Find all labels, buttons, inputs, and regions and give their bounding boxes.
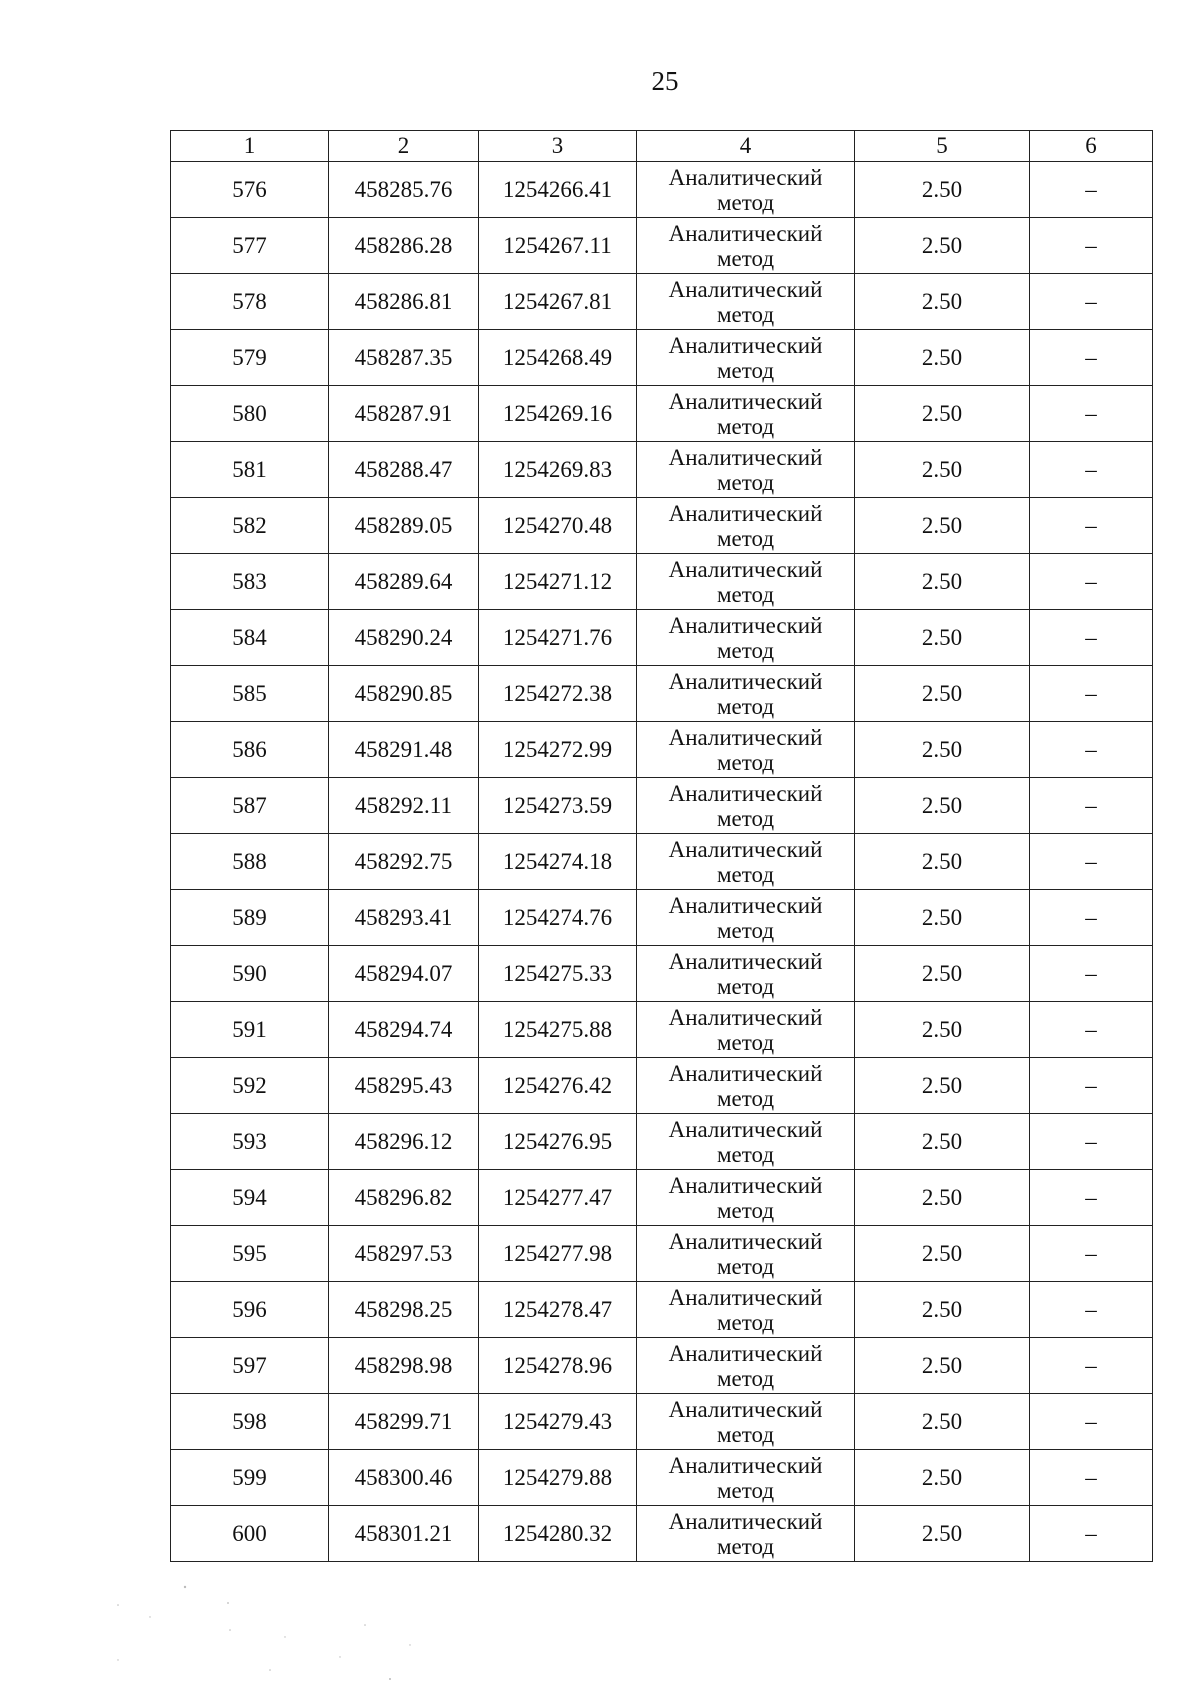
point-number-cell: 595 <box>171 1226 329 1282</box>
table-row <box>171 1226 1153 1282</box>
accuracy-cell: 2.50 <box>855 330 1030 386</box>
scan-noise <box>110 1585 430 1685</box>
method-line-1: Аналитический <box>668 500 823 526</box>
table-row <box>171 778 1153 834</box>
note-cell: – <box>1030 1226 1153 1282</box>
method-cell <box>637 274 855 330</box>
method-line-2: метод <box>716 1477 775 1503</box>
method-line-1: Аналитический <box>668 1004 823 1030</box>
note-cell: – <box>1030 330 1153 386</box>
y-coordinate-cell: 1254267.81 <box>479 274 637 330</box>
method-line-2: метод <box>716 525 775 551</box>
method-line-2: метод <box>716 805 775 831</box>
accuracy-cell: 2.50 <box>855 722 1030 778</box>
note-cell: – <box>1030 1338 1153 1394</box>
note-cell: – <box>1030 722 1153 778</box>
table-row <box>171 330 1153 386</box>
method-line-1: Аналитический <box>668 668 823 694</box>
header-col-4: 4 <box>637 131 855 162</box>
x-coordinate-cell: 458296.82 <box>329 1170 479 1226</box>
method-cell <box>637 1170 855 1226</box>
method-line-2: метод <box>716 1309 775 1335</box>
method-line-2: метод <box>716 1253 775 1279</box>
y-coordinate-cell: 1254268.49 <box>479 330 637 386</box>
note-cell: – <box>1030 1450 1153 1506</box>
method-cell <box>637 162 855 218</box>
note-cell: – <box>1030 218 1153 274</box>
accuracy-cell: 2.50 <box>855 946 1030 1002</box>
header-col-2: 2 <box>329 131 479 162</box>
note-cell: – <box>1030 834 1153 890</box>
table-row <box>171 1506 1153 1562</box>
table-row <box>171 274 1153 330</box>
method-line-1: Аналитический <box>668 1396 823 1422</box>
method-line-1: Аналитический <box>668 612 823 638</box>
method-cell <box>637 1506 855 1562</box>
y-coordinate-cell: 1254271.76 <box>479 610 637 666</box>
accuracy-cell: 2.50 <box>855 498 1030 554</box>
y-coordinate-cell: 1254276.42 <box>479 1058 637 1114</box>
y-coordinate-cell: 1254274.18 <box>479 834 637 890</box>
y-coordinate-cell: 1254267.11 <box>479 218 637 274</box>
y-coordinate-cell: 1254271.12 <box>479 554 637 610</box>
x-coordinate-cell: 458289.64 <box>329 554 479 610</box>
method-line-1: Аналитический <box>668 388 823 414</box>
x-coordinate-cell: 458286.81 <box>329 274 479 330</box>
point-number-cell: 596 <box>171 1282 329 1338</box>
x-coordinate-cell: 458298.98 <box>329 1338 479 1394</box>
accuracy-cell: 2.50 <box>855 610 1030 666</box>
header-col-6: 6 <box>1030 131 1153 162</box>
method-line-1: Аналитический <box>668 1452 823 1478</box>
table-row <box>171 386 1153 442</box>
table-row <box>171 1338 1153 1394</box>
table-row <box>171 162 1153 218</box>
accuracy-cell: 2.50 <box>855 162 1030 218</box>
accuracy-cell: 2.50 <box>855 1394 1030 1450</box>
y-coordinate-cell: 1254269.16 <box>479 386 637 442</box>
x-coordinate-cell: 458288.47 <box>329 442 479 498</box>
method-line-2: метод <box>716 973 775 999</box>
note-cell: – <box>1030 666 1153 722</box>
point-number-cell: 582 <box>171 498 329 554</box>
accuracy-cell: 2.50 <box>855 778 1030 834</box>
method-line-2: метод <box>716 1085 775 1111</box>
x-coordinate-cell: 458293.41 <box>329 890 479 946</box>
point-number-cell: 591 <box>171 1002 329 1058</box>
method-line-1: Аналитический <box>668 1284 823 1310</box>
x-coordinate-cell: 458297.53 <box>329 1226 479 1282</box>
note-cell: – <box>1030 386 1153 442</box>
y-coordinate-cell: 1254272.38 <box>479 666 637 722</box>
x-coordinate-cell: 458295.43 <box>329 1058 479 1114</box>
point-number-cell: 599 <box>171 1450 329 1506</box>
accuracy-cell: 2.50 <box>855 554 1030 610</box>
method-cell <box>637 1058 855 1114</box>
table-row <box>171 1450 1153 1506</box>
table-row <box>171 610 1153 666</box>
point-number-cell: 583 <box>171 554 329 610</box>
method-cell <box>637 442 855 498</box>
note-cell: – <box>1030 442 1153 498</box>
method-line-1: Аналитический <box>668 892 823 918</box>
method-line-1: Аналитический <box>668 444 823 470</box>
accuracy-cell: 2.50 <box>855 386 1030 442</box>
x-coordinate-cell: 458299.71 <box>329 1394 479 1450</box>
table-row <box>171 834 1153 890</box>
table-row <box>171 890 1153 946</box>
method-line-1: Аналитический <box>668 1172 823 1198</box>
note-cell: – <box>1030 1002 1153 1058</box>
x-coordinate-cell: 458301.21 <box>329 1506 479 1562</box>
method-cell <box>637 330 855 386</box>
method-cell <box>637 1338 855 1394</box>
x-coordinate-cell: 458296.12 <box>329 1114 479 1170</box>
method-line-2: метод <box>716 301 775 327</box>
method-cell <box>637 554 855 610</box>
table-row <box>171 218 1153 274</box>
method-line-1: Аналитический <box>668 1116 823 1142</box>
method-line-2: метод <box>716 637 775 663</box>
method-line-1: Аналитический <box>668 1228 823 1254</box>
method-cell <box>637 610 855 666</box>
method-line-2: метод <box>716 693 775 719</box>
method-cell <box>637 498 855 554</box>
x-coordinate-cell: 458285.76 <box>329 162 479 218</box>
accuracy-cell: 2.50 <box>855 1114 1030 1170</box>
table-row <box>171 1002 1153 1058</box>
table-row <box>171 666 1153 722</box>
point-number-cell: 598 <box>171 1394 329 1450</box>
note-cell: – <box>1030 1114 1153 1170</box>
note-cell: – <box>1030 946 1153 1002</box>
method-cell <box>637 1114 855 1170</box>
method-line-1: Аналитический <box>668 220 823 246</box>
table-row <box>171 1114 1153 1170</box>
method-line-2: метод <box>716 861 775 887</box>
point-number-cell: 589 <box>171 890 329 946</box>
x-coordinate-cell: 458298.25 <box>329 1282 479 1338</box>
y-coordinate-cell: 1254276.95 <box>479 1114 637 1170</box>
accuracy-cell: 2.50 <box>855 1170 1030 1226</box>
method-cell <box>637 834 855 890</box>
page-number: 25 <box>651 66 679 96</box>
accuracy-cell: 2.50 <box>855 1338 1030 1394</box>
table-row <box>171 1170 1153 1226</box>
accuracy-cell: 2.50 <box>855 834 1030 890</box>
accuracy-cell: 2.50 <box>855 890 1030 946</box>
accuracy-cell: 2.50 <box>855 666 1030 722</box>
point-number-cell: 597 <box>171 1338 329 1394</box>
note-cell: – <box>1030 610 1153 666</box>
y-coordinate-cell: 1254274.76 <box>479 890 637 946</box>
accuracy-cell: 2.50 <box>855 218 1030 274</box>
point-number-cell: 588 <box>171 834 329 890</box>
point-number-cell: 592 <box>171 1058 329 1114</box>
table-row <box>171 1058 1153 1114</box>
method-line-2: метод <box>716 245 775 271</box>
y-coordinate-cell: 1254275.88 <box>479 1002 637 1058</box>
point-number-cell: 584 <box>171 610 329 666</box>
point-number-cell: 594 <box>171 1170 329 1226</box>
method-line-1: Аналитический <box>668 164 823 190</box>
note-cell: – <box>1030 1282 1153 1338</box>
method-cell <box>637 1226 855 1282</box>
table-row <box>171 1282 1153 1338</box>
method-line-1: Аналитический <box>668 1060 823 1086</box>
point-number-cell: 600 <box>171 1506 329 1562</box>
point-number-cell: 576 <box>171 162 329 218</box>
x-coordinate-cell: 458290.24 <box>329 610 479 666</box>
y-coordinate-cell: 1254278.47 <box>479 1282 637 1338</box>
header-col-5: 5 <box>855 131 1030 162</box>
method-line-1: Аналитический <box>668 556 823 582</box>
accuracy-cell: 2.50 <box>855 1002 1030 1058</box>
note-cell: – <box>1030 778 1153 834</box>
method-line-1: Аналитический <box>668 1340 823 1366</box>
accuracy-cell: 2.50 <box>855 1450 1030 1506</box>
x-coordinate-cell: 458294.74 <box>329 1002 479 1058</box>
x-coordinate-cell: 458291.48 <box>329 722 479 778</box>
method-line-2: метод <box>716 1029 775 1055</box>
point-number-cell: 577 <box>171 218 329 274</box>
method-cell <box>637 778 855 834</box>
x-coordinate-cell: 458286.28 <box>329 218 479 274</box>
y-coordinate-cell: 1254273.59 <box>479 778 637 834</box>
note-cell: – <box>1030 1506 1153 1562</box>
method-cell <box>637 1450 855 1506</box>
method-line-2: метод <box>716 189 775 215</box>
method-cell <box>637 722 855 778</box>
method-line-2: метод <box>716 1197 775 1223</box>
table-row <box>171 442 1153 498</box>
method-line-2: метод <box>716 1421 775 1447</box>
method-line-2: метод <box>716 749 775 775</box>
x-coordinate-cell: 458287.91 <box>329 386 479 442</box>
y-coordinate-cell: 1254279.43 <box>479 1394 637 1450</box>
table-row <box>171 498 1153 554</box>
note-cell: – <box>1030 1170 1153 1226</box>
header-col-3: 3 <box>479 131 637 162</box>
point-number-cell: 579 <box>171 330 329 386</box>
method-line-1: Аналитический <box>668 276 823 302</box>
method-line-1: Аналитический <box>668 1508 823 1534</box>
method-line-1: Аналитический <box>668 332 823 358</box>
table-row <box>171 1394 1153 1450</box>
point-number-cell: 590 <box>171 946 329 1002</box>
note-cell: – <box>1030 890 1153 946</box>
x-coordinate-cell: 458294.07 <box>329 946 479 1002</box>
accuracy-cell: 2.50 <box>855 442 1030 498</box>
x-coordinate-cell: 458292.11 <box>329 778 479 834</box>
x-coordinate-cell: 458289.05 <box>329 498 479 554</box>
point-number-cell: 585 <box>171 666 329 722</box>
y-coordinate-cell: 1254266.41 <box>479 162 637 218</box>
x-coordinate-cell: 458290.85 <box>329 666 479 722</box>
method-cell <box>637 1394 855 1450</box>
method-line-2: метод <box>716 413 775 439</box>
y-coordinate-cell: 1254272.99 <box>479 722 637 778</box>
accuracy-cell: 2.50 <box>855 1282 1030 1338</box>
method-line-1: Аналитический <box>668 724 823 750</box>
method-line-1: Аналитический <box>668 780 823 806</box>
header-col-1: 1 <box>171 131 329 162</box>
method-line-2: метод <box>716 1533 775 1559</box>
method-line-2: метод <box>716 581 775 607</box>
y-coordinate-cell: 1254275.33 <box>479 946 637 1002</box>
method-cell <box>637 1282 855 1338</box>
point-number-cell: 586 <box>171 722 329 778</box>
table-row <box>171 946 1153 1002</box>
method-cell <box>637 666 855 722</box>
point-number-cell: 580 <box>171 386 329 442</box>
method-line-2: метод <box>716 469 775 495</box>
point-number-cell: 587 <box>171 778 329 834</box>
method-cell <box>637 1002 855 1058</box>
method-cell <box>637 946 855 1002</box>
x-coordinate-cell: 458300.46 <box>329 1450 479 1506</box>
method-cell <box>637 890 855 946</box>
y-coordinate-cell: 1254277.98 <box>479 1226 637 1282</box>
accuracy-cell: 2.50 <box>855 274 1030 330</box>
y-coordinate-cell: 1254280.32 <box>479 1506 637 1562</box>
point-number-cell: 581 <box>171 442 329 498</box>
y-coordinate-cell: 1254277.47 <box>479 1170 637 1226</box>
method-line-2: метод <box>716 357 775 383</box>
method-cell <box>637 218 855 274</box>
y-coordinate-cell: 1254278.96 <box>479 1338 637 1394</box>
accuracy-cell: 2.50 <box>855 1506 1030 1562</box>
method-line-2: метод <box>716 1365 775 1391</box>
coordinates-table <box>170 130 1153 1562</box>
note-cell: – <box>1030 554 1153 610</box>
method-line-1: Аналитический <box>668 836 823 862</box>
note-cell: – <box>1030 162 1153 218</box>
table-body <box>171 162 1153 1562</box>
method-line-2: метод <box>716 917 775 943</box>
accuracy-cell: 2.50 <box>855 1226 1030 1282</box>
point-number-cell: 593 <box>171 1114 329 1170</box>
y-coordinate-cell: 1254269.83 <box>479 442 637 498</box>
x-coordinate-cell: 458292.75 <box>329 834 479 890</box>
note-cell: – <box>1030 274 1153 330</box>
y-coordinate-cell: 1254270.48 <box>479 498 637 554</box>
x-coordinate-cell: 458287.35 <box>329 330 479 386</box>
point-number-cell: 578 <box>171 274 329 330</box>
y-coordinate-cell: 1254279.88 <box>479 1450 637 1506</box>
note-cell: – <box>1030 498 1153 554</box>
accuracy-cell: 2.50 <box>855 1058 1030 1114</box>
note-cell: – <box>1030 1394 1153 1450</box>
table-row <box>171 722 1153 778</box>
table-header-row <box>171 131 1153 162</box>
table-row <box>171 554 1153 610</box>
note-cell: – <box>1030 1058 1153 1114</box>
method-cell <box>637 386 855 442</box>
method-line-1: Аналитический <box>668 948 823 974</box>
method-line-2: метод <box>716 1141 775 1167</box>
